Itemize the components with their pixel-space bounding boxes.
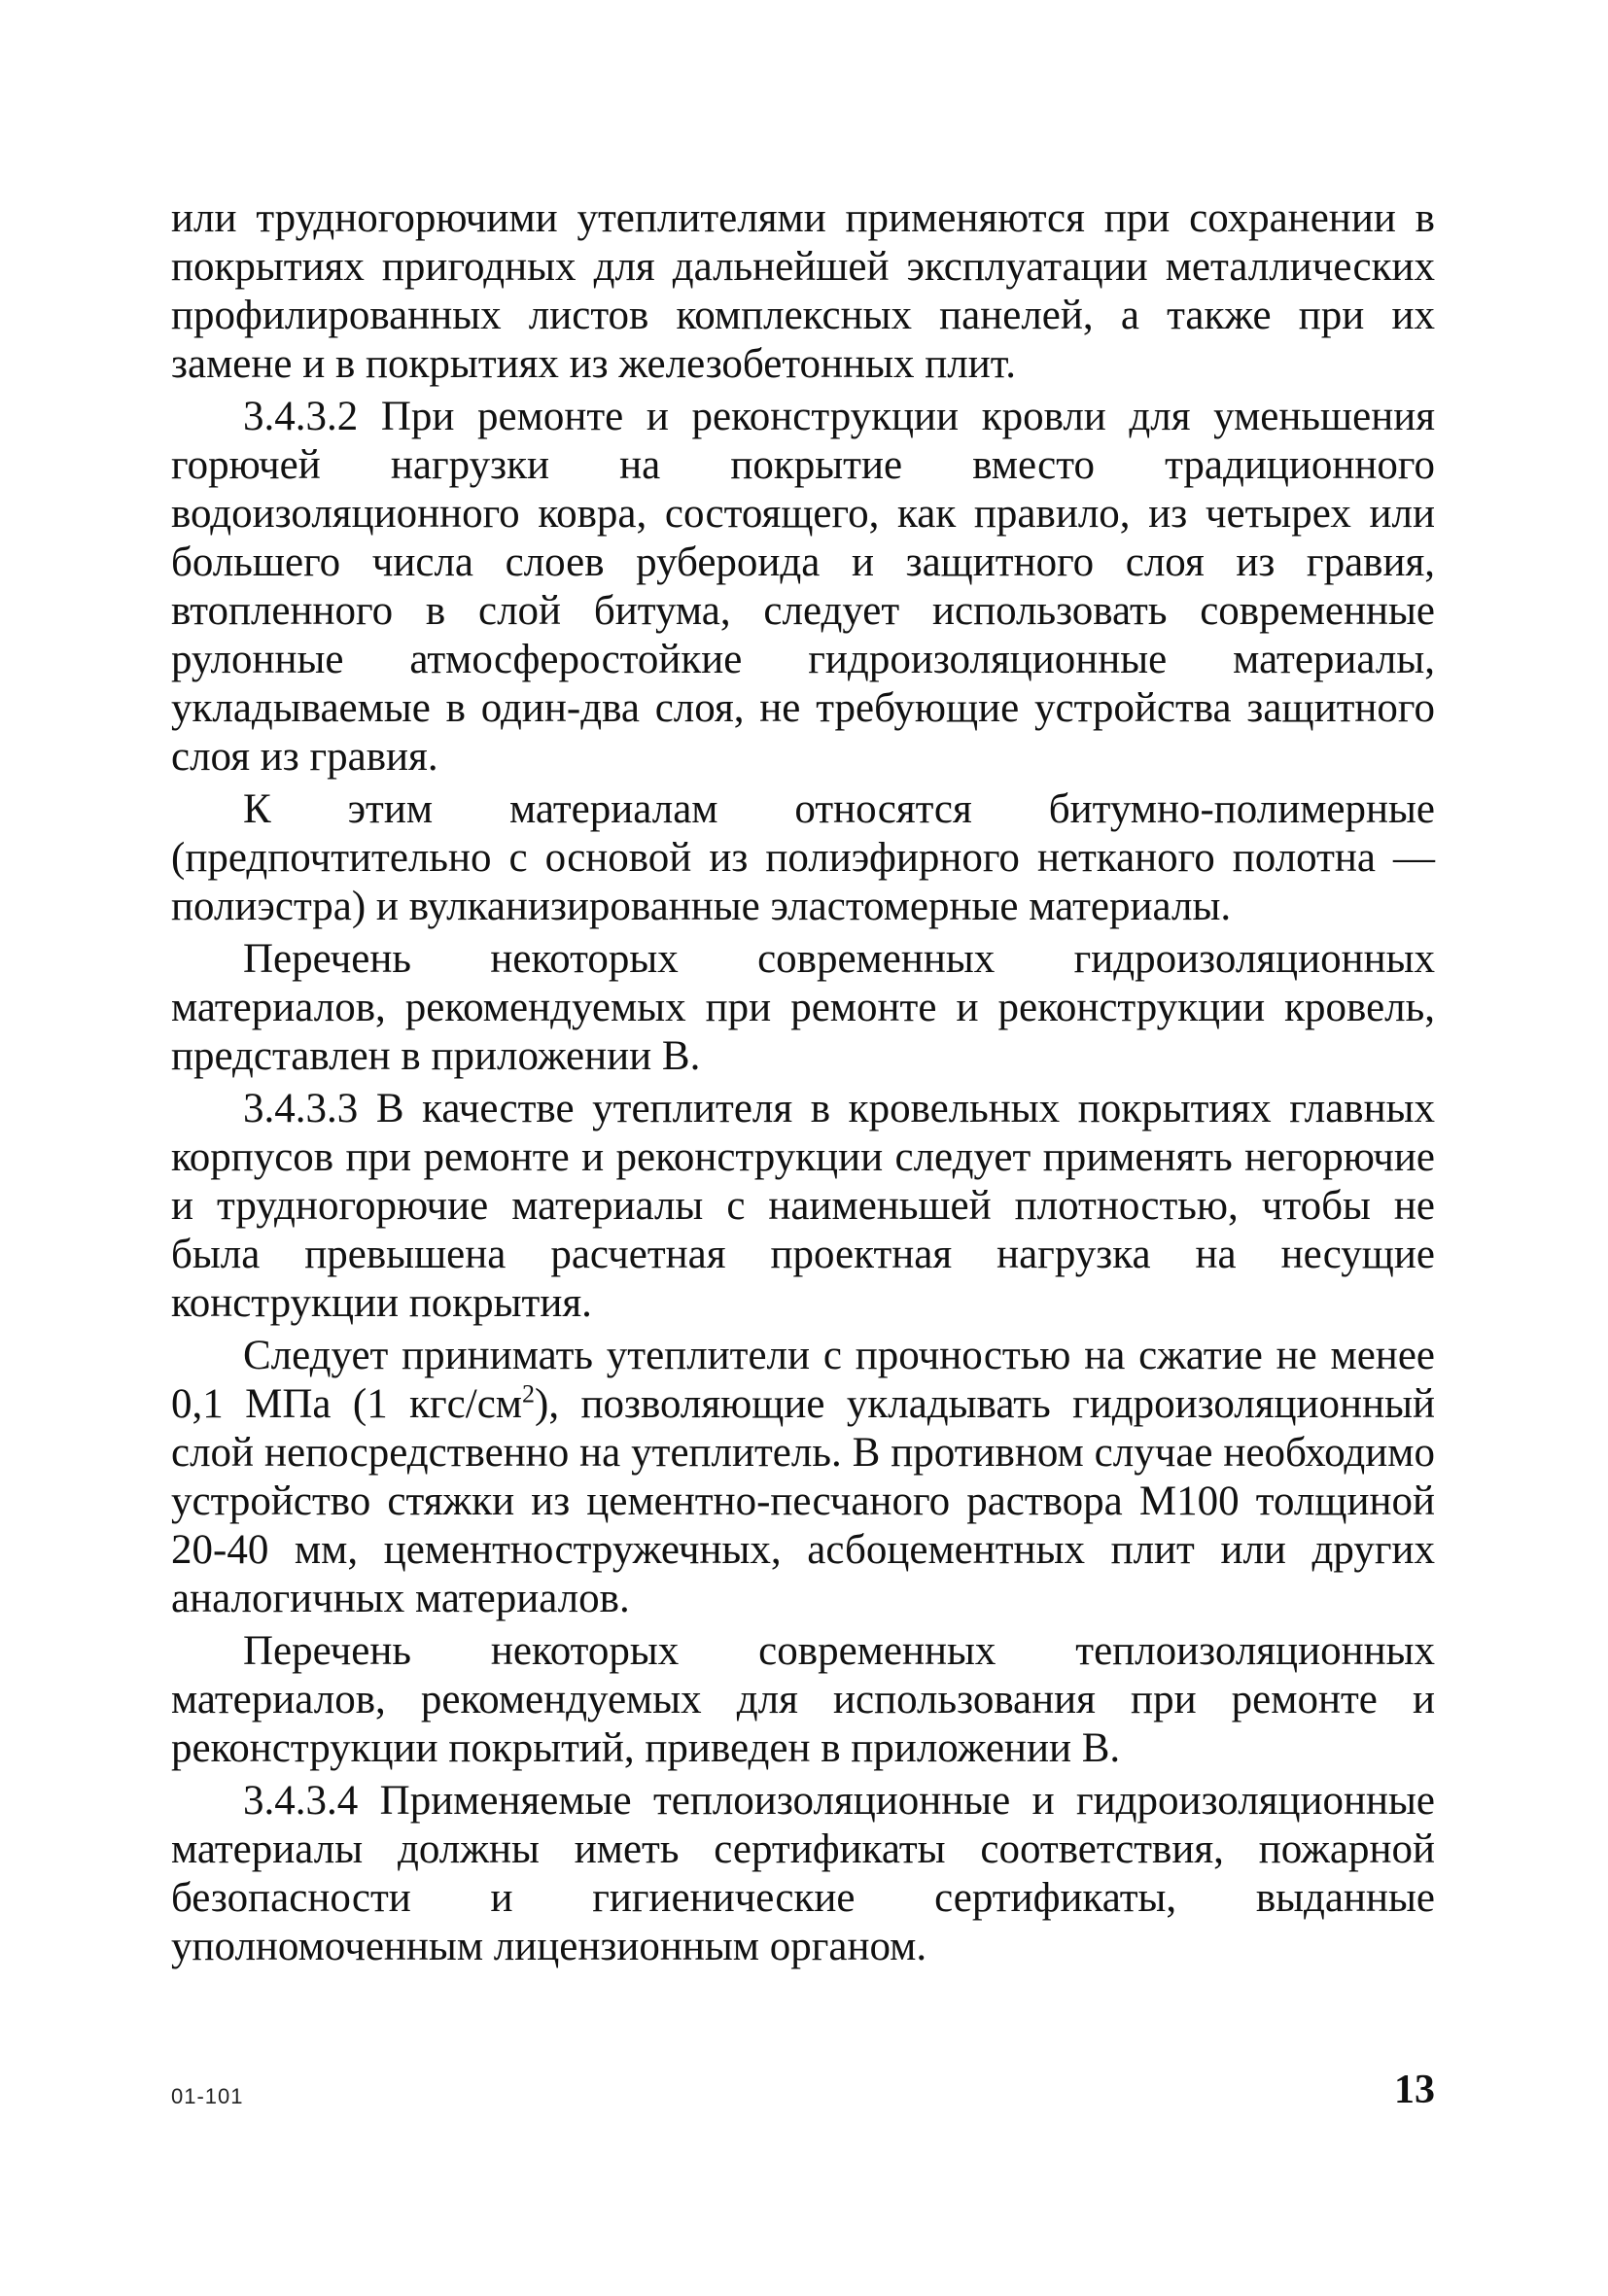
superscript-two: 2 xyxy=(522,1379,535,1409)
paragraph-insulation-list: Перечень некоторых современных теплоизоляционных материалов, рекомендуемых для использования при ремонте и реконструкции покрытий, приведен в приложении В. xyxy=(171,1628,1435,1771)
paragraph-3-4-3-2: 3.4.3.2 При ремонте и реконструкции кровли для уменьшения горючей нагрузки на покрытие вместо традиционного водоизоляционного ковра, состоящего, как правило, из четырех или большего числа слоев рубероида и защитного слоя из гравия, втопленного в слой битума, следует использовать современные рулонные атмосферостойкие гидроизоляционные материалы, укладываемые в один-два слоя, не требующие устройства защитного слоя из гравия. xyxy=(171,394,1435,780)
paragraph-continuation: или трудногорючими утеплителями применяются при сохранении в покрытиях пригодных для дальнейшей эксплуатации металлических профилированных листов комплексных панелей, а также при их замене и в покрытиях из железобетонных плит. xyxy=(171,195,1435,387)
paragraph-3-4-3-4: 3.4.3.4 Применяемые теплоизоляционные и гидроизоляционные материалы должны иметь сертификаты соответствия, пожарной безопасности и гигиенические сертификаты, выданные уполномоченным лицензионным органом. xyxy=(171,1778,1435,1969)
page-footer xyxy=(171,2067,1435,2125)
document-code: 01-101 xyxy=(171,2084,244,2108)
paragraph-3-4-3-3: 3.4.3.3 В качестве утеплителя в кровельных покрытиях главных корпусов при ремонте и реконструкции следует применять негорючие и трудногорючие материалы с наименьшей плотностью, чтобы не была превышена расчетная проектная нагрузка на несущие конструкции покрытия. xyxy=(171,1086,1435,1326)
paragraph-insulation-strength xyxy=(171,1332,1435,1623)
page-number: 13 xyxy=(1394,2068,1435,2112)
strength-text-before: Следует принимать утеплители с прочностью на сжатие не менее 0,1 МПа (1 кгс/см xyxy=(171,1333,1435,1427)
paragraph-materials: К этим материалам относятся битумно-полимерные (предпочтительно с основой из полиэфирного нетканого полотна — полиэстра) и вулканизированные эластомерные материалы. xyxy=(171,786,1435,929)
document-body xyxy=(171,194,1435,1971)
paragraph-waterproofing-list: Перечень некоторых современных гидроизоляционных материалов, рекомендуемых при ремонте и реконструкции кровель, представлен в приложении В. xyxy=(171,936,1435,1079)
strength-text-after: ), позволяющие укладывать гидроизоляционный слой непосредственно на утеплитель. В противном случае необходимо устройство стяжки из цементно-песчаного раствора М100 толщиной 20-40 мм, цементностружечных, асбоцементных плит или других аналогичных материалов. xyxy=(171,1381,1435,1621)
